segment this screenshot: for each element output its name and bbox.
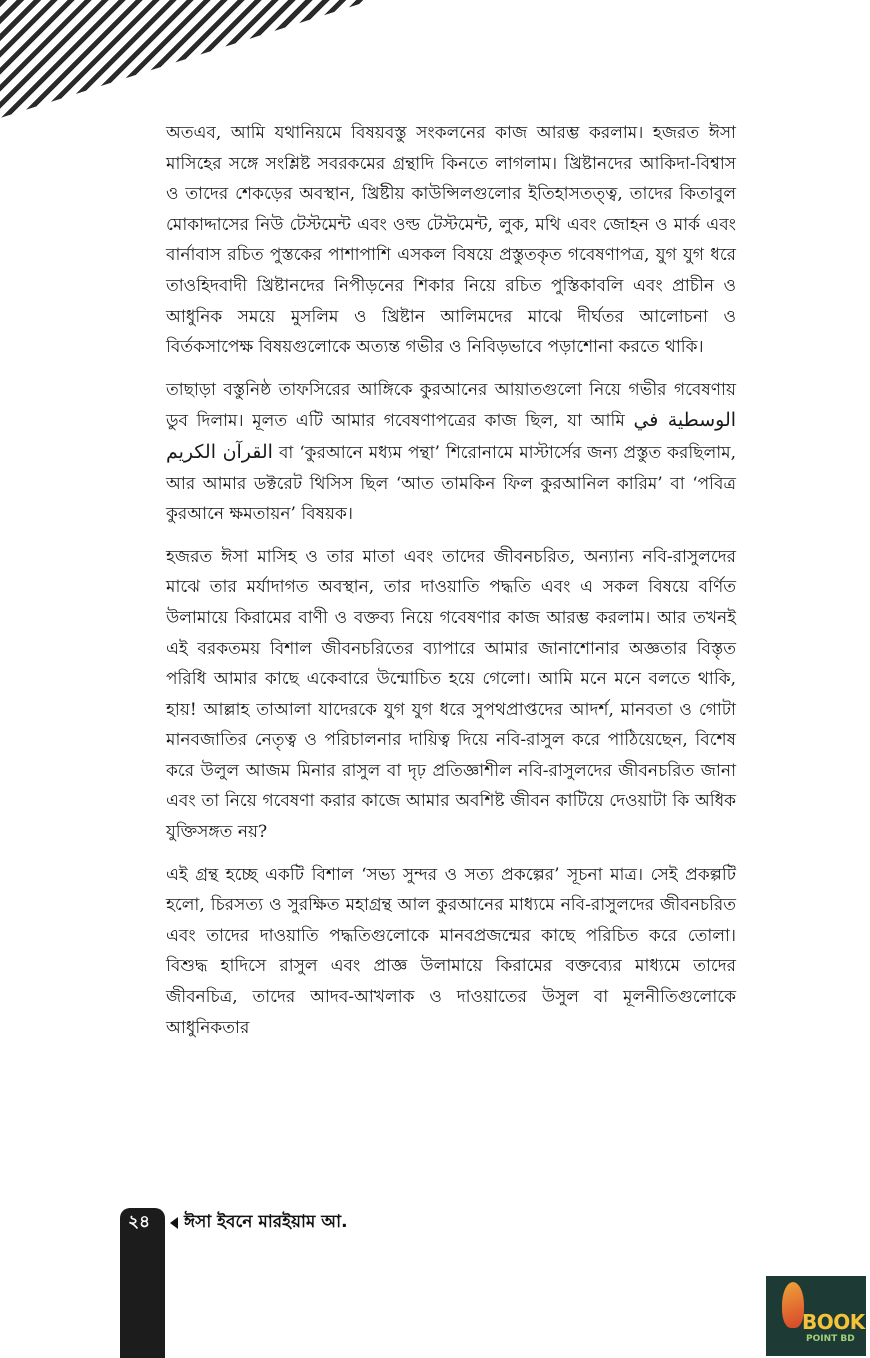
paragraph-4: এই গ্রন্থ হচ্ছে একটি বিশাল ‘সভ্য সুন্দর ও সত্য প্রকল্পের’ সূচনা মাত্র। সেই প্রকল্পটি হলো, চিরসত্য ও সুরক্ষিত মহাগ্রন্থ আল কুরআনের মাধ্যমে নবি-রাসুলদের জীবনচরিত এবং তাদের দাওয়াতি পদ্ধতিগুলোকে মানবপ্রজন্মের কাছে পরিচিত করে তোলা। বিশুদ্ধ হাদিসে রাসুল এবং প্রাজ্ঞ উলামায়ে কিরামের বক্তব্যের মাধ্যমে তাদের জীবনচিত্র, তাদের আদব-আখলাক ও দাওয়াতের উসুল বা মূলনীতিগুলোকে আধুনিকতার <box>166 864 736 1038</box>
page-number: ২৪ <box>128 1212 151 1232</box>
paragraph-2-end: বা ‘কুরআনে মধ্যম পন্থা’ শিরোনামে <box>278 442 514 463</box>
paragraph-2 <box>166 375 736 530</box>
triangle-left-icon <box>170 1217 178 1229</box>
paragraph-2-start: তাছাড়া বস্তুনিষ্ঠ তাফসিরের আঙ্গিকে কুরআনের আয়াতগুলো নিয়ে গভীর গবেষণায় ডুব দিলাম। মূলত এটি আমার গবেষণাপত্রের কাজ ছিল, যা আমি <box>166 379 736 432</box>
book-title: ঈসা ইবনে মারইয়াম আ. <box>184 1212 348 1232</box>
flame-icon <box>782 1282 804 1328</box>
logo-subword: POINT BD <box>806 1334 855 1344</box>
bookpoint-logo <box>766 1276 866 1356</box>
paragraph-2-tail: মাস্টার্সের জন্য প্রস্তুত করছিলাম, আর আমার ডক্টরেট থিসিস ছিল ‘আত তামকিন ফিল কুরআনিল কারিম’ বা ‘পবিত্র কুরআনে ক্ষমতায়ন’ বিষয়ক। <box>166 442 737 525</box>
paragraph-1: অতএব, আমি যথানিয়মে বিষয়বস্তু সংকলনের কাজ আরম্ভ করলাম। হজরত ঈসা মাসিহের সঙ্গে সংশ্লিষ্ট সবরকমের গ্রন্থাদি কিনতে লাগলাম। খ্রিষ্টানদের আকিদা-বিশ্বাস ও তাদের শেকড়ের অবস্থান, খ্রিষ্টীয় কাউন্সিলগুলোর ইতিহাসতত্ত্ব, তাদের কিতাবুল মোকাদ্দাসের নিউ টেস্টমেন্ট এবং ওল্ড টেস্টমেন্ট, লুক, মথি এবং জোহন ও মার্ক এবং বার্নাবাস রচিত পুস্তকের পাশাপাশি এসকল বিষয়ে প্রস্তুতকৃত গবেষণাপত্র, যুগ যুগ ধরে তাওহিদবাদী খ্রিষ্টানদের নিপীড়নের শিকার নিয়ে রচিত পুস্তিকাবলি এবং প্রাচীন ও আধুনিক সময়ে মুসলিম ও খ্রিষ্টান আলিমদের মাঝে দীর্ঘতর আলোচনা ও বির্তকসাপেক্ষ বিষয়গুলোকে অত্যন্ত গভীর ও নিবিড়ভাবে পড়াশোনা করতে থাকি। <box>166 123 736 358</box>
arabic-title: الوسطية في القرآن الكريم <box>166 409 737 463</box>
diagonal-stripes-decoration <box>0 0 372 118</box>
running-footer <box>170 1209 348 1237</box>
logo-word: BOOK <box>802 1310 865 1334</box>
paragraph-3: হজরত ঈসা মাসিহ ও তার মাতা এবং তাদের জীবনচরিত, অন্যান্য নবি-রাসুলদের মাঝে তার মর্যাদাগত অবস্থান, তার দাওয়াতি পদ্ধতি এবং এ সকল বিষয়ে বর্ণিত উলামায়ে কিরামের বাণী ও বক্তব্য নিয়ে গবেষণার কাজ আরম্ভ করলাম। আর তখনই এই বরকতময় বিশাল জীবনচরিতের ব্যাপারে আমার জানাশোনার অজ্ঞতার বিস্তৃত পরিধি আমার কাছে একেবারে উন্মোচিত হয়ে গেলো। আমি মনে মনে বলতে থাকি, হায়! আল্লাহ তাআলা যাদেরকে যুগ যুগ ধরে সুপথপ্রাপ্তদের আদর্শ, মানবতা ও গোটা মানবজাতির নেতৃত্ব ও পরিচালনার দায়িত্ব দিয়ে নবি-রাসুল করে পাঠিয়েছেন, বিশেষ করে উলুল আজম মিনার রাসুল বা দৃঢ় প্রতিজ্ঞাশীল নবি-রাসুলদের জীবনচরিত জানা এবং তা নিয়ে গবেষণা করার কাজে আমার অবশিষ্ট জীবন কাটিয়ে দেওয়াটা কি অধিক যুক্তিসঙ্গত নয়? <box>166 546 736 843</box>
body-text <box>166 118 736 1055</box>
